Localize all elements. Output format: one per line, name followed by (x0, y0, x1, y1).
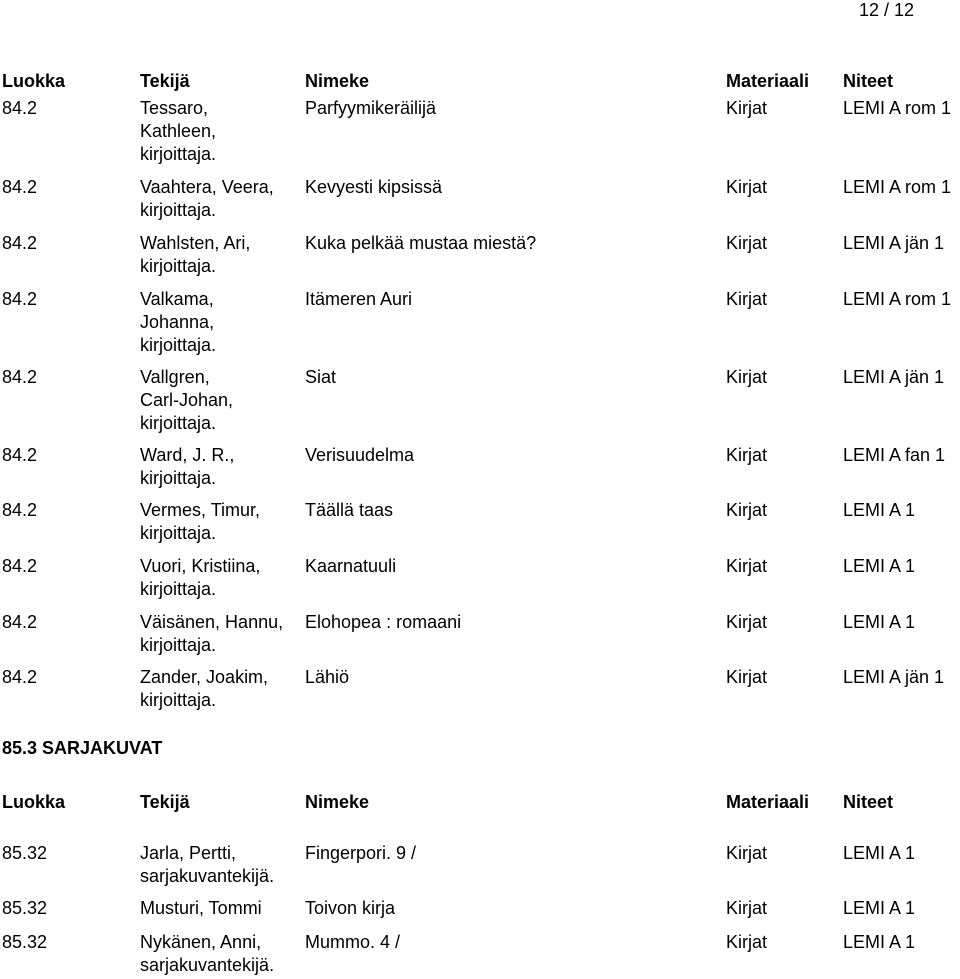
row-class: 85.32 (2, 843, 48, 863)
row-title: Siat (305, 367, 337, 387)
row-notes: LEMI A 1 (843, 843, 916, 863)
row-title: Lähiö (305, 667, 350, 687)
row-title: Mummo. 4 / (305, 932, 401, 952)
row-class: 84.2 (2, 612, 38, 632)
row-author: Vaahtera, Veera, kirjoittaja. (140, 177, 274, 220)
row-class: 85.32 (2, 898, 48, 918)
row-class: 84.2 (2, 98, 38, 118)
column-header-author: Tekijä (140, 71, 190, 91)
row-class: 84.2 (2, 500, 38, 520)
row-class: 84.2 (2, 289, 38, 309)
column-header-title: Nimeke (305, 71, 370, 91)
row-notes: LEMI A 1 (843, 556, 916, 576)
column-header-notes: Niteet (843, 792, 894, 812)
table-header (0, 70, 960, 92)
page-number: 12 / 12 (858, 0, 914, 20)
row-material: Kirjat (726, 667, 768, 687)
row-title: Toivon kirja (305, 898, 396, 918)
row-notes: LEMI A 1 (843, 612, 916, 632)
row-author: Vermes, Timur, kirjoittaja. (140, 500, 261, 543)
row-author: Zander, Joakim, kirjoittaja. (140, 667, 269, 710)
row-material: Kirjat (726, 932, 768, 952)
row-author: Ward, J. R., kirjoittaja. (140, 445, 235, 488)
row-notes: LEMI A 1 (843, 932, 916, 952)
row-material: Kirjat (726, 612, 768, 632)
row-material: Kirjat (726, 289, 768, 309)
row-notes: LEMI A jän 1 (843, 233, 945, 253)
row-class: 84.2 (2, 233, 38, 253)
row-author: Jarla, Pertti, sarjakuvantekijä. (140, 843, 275, 886)
row-material: Kirjat (726, 898, 768, 918)
row-author: Tessaro, Kathleen, kirjoittaja. (140, 98, 217, 164)
column-header-title: Nimeke (305, 792, 370, 812)
row-title: Verisuudelma (305, 445, 415, 465)
table-header (0, 791, 960, 813)
section-title: 85.3 SARJAKUVAT (2, 738, 163, 758)
row-material: Kirjat (726, 233, 768, 253)
row-material: Kirjat (726, 367, 768, 387)
row-material: Kirjat (726, 98, 768, 118)
column-header-material: Materiaali (726, 792, 810, 812)
row-notes: LEMI A rom 1 (843, 98, 952, 118)
row-title: Parfyymikeräilijä (305, 98, 437, 118)
row-title: Itämeren Auri (305, 289, 413, 309)
row-notes: LEMI A 1 (843, 500, 916, 520)
row-notes: LEMI A fan 1 (843, 445, 946, 465)
row-author: Nykänen, Anni, sarjakuvantekijä. (140, 932, 275, 975)
row-author: Wahlsten, Ari, kirjoittaja. (140, 233, 251, 276)
row-author: Musturi, Tommi (140, 898, 262, 918)
row-author: Vallgren, Carl-Johan, kirjoittaja. (140, 367, 234, 433)
row-notes: LEMI A rom 1 (843, 177, 952, 197)
row-material: Kirjat (726, 843, 768, 863)
row-title: Kuka pelkää mustaa miestä? (305, 233, 537, 253)
row-title: Elohopea : romaani (305, 612, 462, 632)
row-material: Kirjat (726, 177, 768, 197)
row-material: Kirjat (726, 445, 768, 465)
row-notes: LEMI A 1 (843, 898, 916, 918)
row-notes: LEMI A jän 1 (843, 667, 945, 687)
row-title: Kevyesti kipsissä (305, 177, 443, 197)
row-notes: LEMI A jän 1 (843, 367, 945, 387)
row-class: 85.32 (2, 932, 48, 952)
row-material: Kirjat (726, 556, 768, 576)
row-author: Vuori, Kristiina, kirjoittaja. (140, 556, 261, 599)
row-title: Fingerpori. 9 / (305, 843, 417, 863)
column-header-class: Luokka (2, 792, 66, 812)
row-class: 84.2 (2, 445, 38, 465)
column-header-class: Luokka (2, 71, 66, 91)
row-material: Kirjat (726, 500, 768, 520)
row-class: 84.2 (2, 177, 38, 197)
row-class: 84.2 (2, 667, 38, 687)
row-class: 84.2 (2, 556, 38, 576)
row-title: Kaarnatuuli (305, 556, 397, 576)
row-author: Valkama, Johanna, kirjoittaja. (140, 289, 217, 355)
row-class: 84.2 (2, 367, 38, 387)
row-author: Väisänen, Hannu, kirjoittaja. (140, 612, 284, 655)
row-notes: LEMI A rom 1 (843, 289, 952, 309)
column-header-author: Tekijä (140, 792, 190, 812)
row-title: Täällä taas (305, 500, 394, 520)
column-header-notes: Niteet (843, 71, 894, 91)
column-header-material: Materiaali (726, 71, 810, 91)
